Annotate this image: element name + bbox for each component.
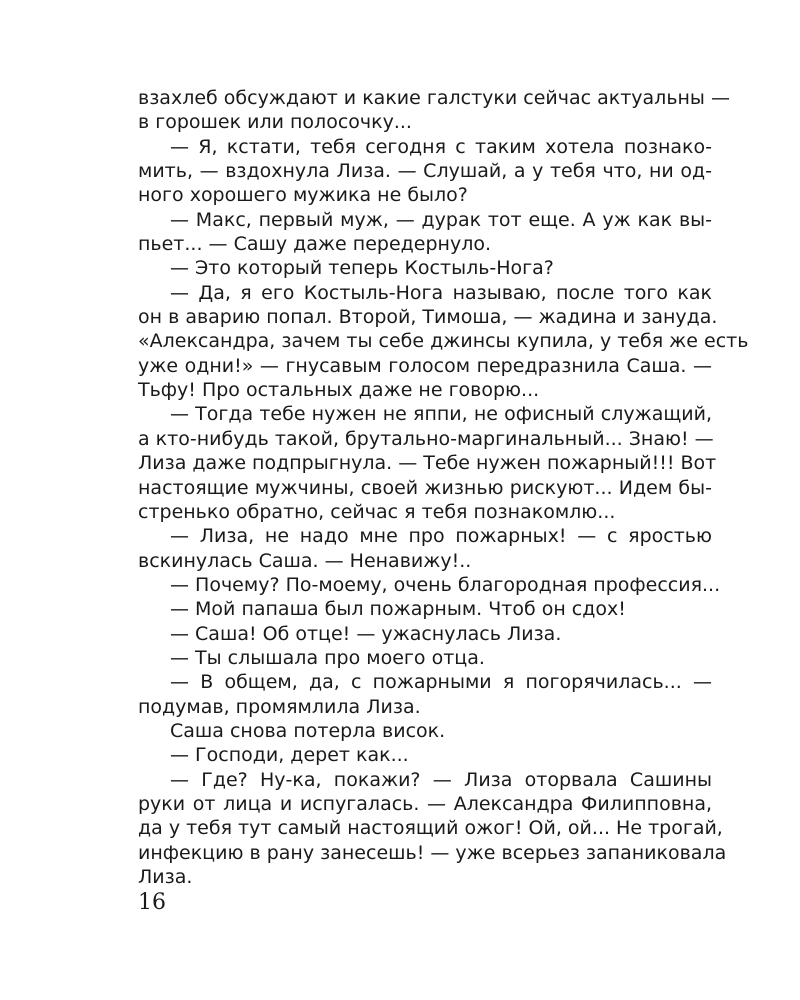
text-line: — В общем, да, с пожарными я погорячилась... — [170, 671, 712, 694]
text-line: «Александра, зачем ты себе джинсы купила, у тебя же есть [138, 330, 749, 353]
text-line: взахлеб обсуждают и какие галстуки сейчас актуальны — [138, 87, 730, 109]
text-line: Лиза. [138, 866, 193, 888]
text-line: ного хорошего мужика не было? [138, 184, 468, 207]
text-line: вскинулась Саша. — Ненавижу!.. [138, 549, 472, 572]
text-line: — Ты слышала про моего отца. [170, 646, 485, 669]
text-line: Лиза даже подпрыгнула. — Тебе нужен пожарный!!! Вот [138, 452, 717, 475]
text-line: а кто-нибудь такой, брутально-маргинальный... Знаю! — [138, 427, 714, 450]
text-line: — Тогда тебе нужен не яппи, не офисный служащий, [170, 403, 712, 426]
text-line: Саша снова потерла висок. [170, 719, 446, 742]
body-text [138, 86, 749, 889]
text-line: — Это который теперь Костыль-Нога? [170, 257, 554, 280]
text-line: мить, — вздохнула Лиза. — Слушай, а у тебя что, ни од- [138, 160, 712, 183]
text-line: — Где? Ну-ка, покажи? — Лиза оторвала Сашины [170, 768, 712, 791]
text-line: он в аварию попал. Второй, Тимоша, — жадина и зануда. [138, 306, 718, 329]
text-line: уже одни!» — гнусавым голосом передразнила Саша. — [138, 354, 712, 377]
text-line: пьет... — Сашу даже передернуло. [138, 233, 492, 256]
text-line: — Лиза, не надо мне про пожарных! — с яростью [170, 525, 712, 548]
page-number: 16 [138, 890, 166, 915]
text-line: — Мой папаша был пожарным. Чтоб он сдох! [170, 598, 626, 621]
text-line: да у тебя тут самый настоящий ожог! Ой, ой... Не трогай, [138, 817, 723, 840]
text-line: — Я, кстати, тебя сегодня с таким хотела познако- [170, 135, 712, 158]
text-line: — Господи, дерет как... [170, 744, 409, 767]
text-line: настоящие мужчины, своей жизнью рискуют... Идем бы- [138, 476, 712, 499]
text-line: в горошек или полосочку... [138, 111, 412, 134]
text-line: — Почему? По-моему, очень благородная профессия... [170, 573, 721, 596]
text-line: — Саша! Об отце! — ужаснулась Лиза. [170, 622, 562, 645]
text-line: стренько обратно, сейчас я тебя познакомлю... [138, 500, 616, 523]
text-line: — Макс, первый муж, — дурак тот еще. А уж как вы- [170, 208, 712, 231]
text-line: руки от лица и испугалась. — Александра Филипповна, [138, 792, 712, 815]
text-line: инфекцию в рану занесешь! — уже всерьез запаниковала [138, 841, 727, 864]
text-line: подумав, промямлила Лиза. [138, 695, 421, 718]
text-line: — Да, я его Костыль-Нога называю, после того как [170, 281, 712, 304]
text-line: Тьфу! Про остальных даже не говорю... [138, 379, 540, 402]
